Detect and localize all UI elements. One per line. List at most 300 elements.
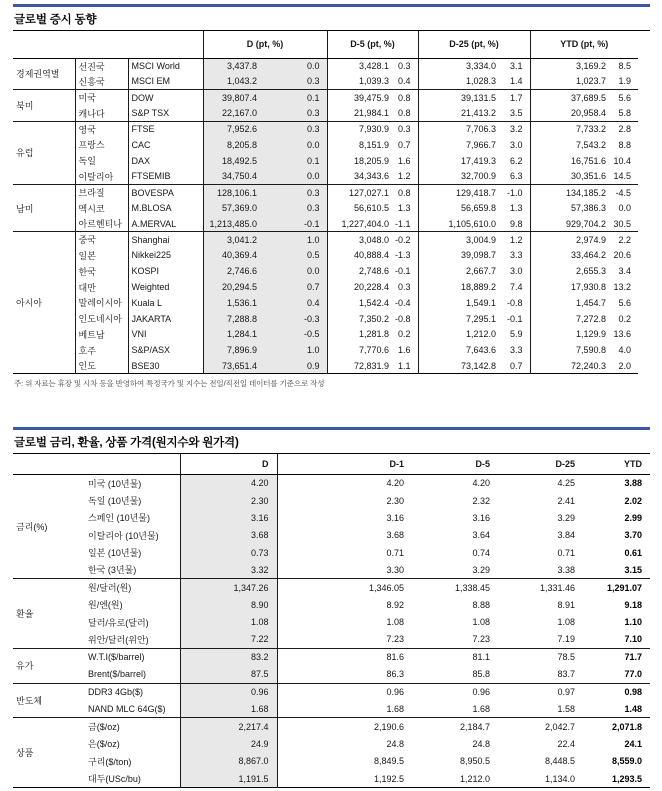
value-cell: 30.5 [613,218,632,229]
value-cell: 8,448.5 [544,756,575,767]
market-region-group [13,58,638,90]
value-cell: 8,151.9 [359,139,390,150]
value-cell: 9.8 [497,216,530,232]
value-cell: 3.3 [497,248,530,264]
value-cell: 1,281.8 [359,329,390,340]
item-label-cell: 일본 (10년물) [88,548,142,559]
country-label-cell: 한국 [75,263,128,279]
item-label-cell: 이탈리아 (10년물) [88,530,159,541]
value-cell: 0.3 [258,74,327,90]
col-header-ytd: YTD [583,454,650,474]
value-cell: -4.5 [615,187,632,198]
value-cell: 20,228.4 [353,282,390,293]
index-name-cell: VNI [128,327,203,343]
value-cell: 7,295.1 [466,313,497,324]
region-label-cell: 경제권역별 [13,58,75,90]
value-cell: 1,043.2 [203,74,258,90]
value-cell: 1,039.3 [359,76,390,87]
value-cell: -1.0 [497,184,530,200]
value-cell: 81.1 [472,652,490,663]
value-cell: 24.1 [624,738,642,749]
category-label-cell: 금리(%) [16,522,48,533]
value-cell: 1,028.3 [466,76,497,87]
index-name-cell: BOVESPA [128,184,203,200]
value-cell: 2.30 [180,492,277,509]
value-cell: 7,896.9 [203,342,258,358]
value-cell: 1.0 [258,232,327,248]
value-cell: -0.1 [497,311,530,327]
value-cell: 18,889.2 [460,282,497,293]
value-cell: -0.8 [390,311,418,327]
item-label-cell: 위안/달러(위안) [88,634,149,645]
value-cell: 1.3 [497,200,530,216]
value-cell: 3.30 [386,564,404,575]
value-cell: 1,346.05 [368,582,404,593]
index-name-cell: Kuala L [128,295,203,311]
value-cell: 0.0 [618,203,632,214]
market-table [13,31,638,374]
value-cell: 57,369.0 [203,200,258,216]
value-cell: 13.6 [613,329,632,340]
value-cell: 0.0 [258,137,327,153]
market-row [13,200,638,216]
macro-row [13,701,650,718]
value-cell: 37,689.5 [570,92,607,103]
macro-row [13,631,650,648]
market-row [13,295,638,311]
value-cell: -1.3 [390,248,418,264]
value-cell: 134,185.2 [565,187,607,198]
value-cell: 0.96 [472,687,490,698]
market-table-head [13,31,638,58]
value-cell: 1,023.7 [576,76,607,87]
item-label-cell: 구리($/ton) [88,756,132,767]
value-cell: 16,751.6 [570,155,607,166]
value-cell: 127,027.1 [348,187,390,198]
value-cell: 3.16 [180,509,277,526]
value-cell: 1.68 [472,703,490,714]
value-cell: 1.1 [390,358,418,374]
value-cell: 8,867.0 [180,753,277,770]
value-cell: 20,958.4 [570,108,607,119]
country-label-cell: 일본 [75,248,128,264]
macro-row [13,596,650,613]
value-cell: 0.3 [258,184,327,200]
value-cell: 77.0 [624,669,642,680]
index-name-cell: Shanghai [128,232,203,248]
value-cell: 3.70 [624,530,642,541]
value-cell: 7,590.8 [576,345,607,356]
value-cell: 10.4 [613,155,632,166]
col-header-d5: D-5 [412,454,498,474]
value-cell: 0.7 [258,279,327,295]
value-cell: 32,700.9 [460,171,497,182]
value-cell: 1.48 [624,703,642,714]
country-label-cell: 호주 [75,342,128,358]
value-cell: 8.92 [386,599,404,610]
value-cell: 0.5 [258,248,327,264]
value-cell: 3.16 [386,512,404,523]
value-cell: 3.38 [557,564,575,575]
macro-row [13,735,650,752]
index-name-cell: MSCI World [128,58,203,74]
market-row [13,121,638,137]
value-cell: 2.41 [557,495,575,506]
item-label-cell: 은($/oz) [88,739,120,750]
item-label-cell: 한국 (3년물) [88,565,137,576]
region-label-cell: 유럽 [13,121,75,184]
country-label-cell: 멕시코 [75,200,128,216]
value-cell: 7,966.7 [466,139,497,150]
col-header-d25: D-25 (pt, %) [418,31,530,58]
value-cell: 1.2 [497,232,530,248]
country-label-cell: 아르헨티나 [75,216,128,232]
value-cell: 1.10 [624,617,642,628]
value-cell: 0.97 [557,687,575,698]
value-cell: 3.0 [497,137,530,153]
empty-header-cell [13,31,203,58]
macro-section [13,427,650,788]
value-cell: 3.64 [472,530,490,541]
market-section-title: 글로벌 증시 동향 [13,7,650,31]
value-cell: 0.0 [258,58,327,74]
macro-header-row [13,454,650,474]
col-header-ytd: YTD (pt, %) [530,31,638,58]
footnote: 주: 위 자료는 휴장 및 시차 등을 반영하여 특정국가 및 지수는 전일/직전일 데이터를 기준으로 작성 [14,379,325,389]
value-cell: 78.5 [557,652,575,663]
value-cell: 1,191.5 [180,770,277,787]
value-cell: 6.3 [497,169,530,185]
value-cell: 2,748.6 [359,266,390,277]
index-name-cell: Weighted [128,279,203,295]
value-cell: 2,974.9 [576,234,607,245]
value-cell: 2.30 [386,495,404,506]
value-cell: 1,331.46 [539,582,575,593]
empty-header-cell [85,454,180,474]
market-row [13,153,638,169]
market-row [13,184,638,200]
macro-row [13,718,650,735]
value-cell: 1,192.5 [373,773,404,784]
value-cell: 87.5 [180,666,277,683]
value-cell: 3.29 [557,512,575,523]
market-row [13,216,638,232]
value-cell: 1.6 [390,342,418,358]
macro-row [13,544,650,561]
value-cell: 0.4 [390,74,418,90]
value-cell: 1.6 [390,153,418,169]
index-name-cell: A.MERVAL [128,216,203,232]
macro-row [13,492,650,509]
country-label-cell: 선진국 [75,58,128,74]
item-label-cell: 독일 (10년물) [88,496,142,507]
value-cell: 3.88 [624,478,642,489]
value-cell: 129,418.7 [455,187,497,198]
index-name-cell: M.BLOSA [128,200,203,216]
macro-row [13,509,650,526]
value-cell: -0.1 [258,216,327,232]
index-name-cell: MSCI EM [128,74,203,90]
value-cell: 1.3 [390,200,418,216]
macro-section-title: 글로벌 금리, 환율, 상품 가격(원지수와 원가격) [13,430,650,454]
item-label-cell: NAND MLC 64G($) [88,703,166,714]
macro-row [13,770,650,787]
value-cell: -0.1 [390,263,418,279]
value-cell: 2,746.6 [203,263,258,279]
item-label-cell: 달러/유로(달러) [88,617,149,628]
index-name-cell: S&P/ASX [128,342,203,358]
value-cell: 85.8 [472,669,490,680]
col-header-d1: D-1 [277,454,412,474]
col-header-d5: D-5 (pt, %) [327,31,418,58]
value-cell: 2.8 [618,124,632,135]
value-cell: 7.23 [386,634,404,645]
value-cell: 39,131.5 [460,92,497,103]
country-label-cell: 영국 [75,121,128,137]
market-row [13,358,638,374]
col-header-d: D (pt, %) [203,31,327,58]
value-cell: 2.0 [618,360,632,371]
region-label-cell: 아시아 [13,232,75,374]
market-row [13,169,638,185]
empty-header-cell [13,454,85,474]
value-cell: 7,643.6 [466,345,497,356]
value-cell: 0.96 [386,687,404,698]
value-cell: 0.71 [386,547,404,558]
value-cell: 3.4 [618,266,632,277]
value-cell: 1,338.45 [454,582,490,593]
value-cell: 4.0 [618,345,632,356]
value-cell: 3,334.0 [466,61,497,72]
value-cell: 8,849.5 [373,756,404,767]
value-cell: 0.0 [258,263,327,279]
value-cell: 3.1 [497,58,530,74]
value-cell: 0.3 [390,121,418,137]
market-row [13,248,638,264]
value-cell: 39,475.9 [353,92,390,103]
value-cell: 3.68 [180,527,277,544]
value-cell: 1.68 [386,703,404,714]
region-label-cell: 북미 [13,90,75,122]
market-header-row [13,31,638,58]
value-cell: 3.84 [557,530,575,541]
category-label-cell: 반도체 [16,696,43,707]
value-cell: -0.3 [258,311,327,327]
value-cell: 1,454.7 [576,297,607,308]
index-name-cell: JAKARTA [128,311,203,327]
value-cell: 1.9 [618,76,632,87]
value-cell: 1,291.07 [606,582,642,593]
value-cell: 1,542.4 [359,297,390,308]
value-cell: 7,543.2 [576,139,607,150]
value-cell: 4.20 [386,478,404,489]
market-row [13,311,638,327]
value-cell: 0.71 [557,547,575,558]
value-cell: 929,704.2 [565,218,607,229]
value-cell: 3.5 [497,105,530,121]
value-cell: 1,134.0 [544,773,575,784]
value-cell: 18,205.9 [353,155,390,166]
value-cell: 2,655.3 [576,266,607,277]
value-cell: 34,750.4 [203,169,258,185]
value-cell: 3.3 [497,342,530,358]
market-row [13,137,638,153]
item-label-cell: 원/달러(원) [88,583,132,594]
value-cell: 5.6 [618,92,632,103]
value-cell: -0.2 [390,232,418,248]
value-cell: 0.4 [258,295,327,311]
index-name-cell: BSE30 [128,358,203,374]
index-name-cell: FTSEMIB [128,169,203,185]
item-label-cell: 스페인 (10년물) [88,513,150,524]
value-cell: 3,041.2 [203,232,258,248]
value-cell: 2,217.4 [180,718,277,735]
market-row [13,74,638,90]
country-label-cell: 미국 [75,90,128,106]
value-cell: 1,212.0 [466,329,497,340]
country-label-cell: 신흥국 [75,74,128,90]
market-region-group [13,121,638,184]
macro-row [13,614,650,631]
value-cell: 0.96 [180,683,277,700]
value-cell: 1,227,404.0 [341,218,390,229]
value-cell: 1.68 [180,701,277,718]
value-cell: 1.08 [557,617,575,628]
country-label-cell: 중국 [75,232,128,248]
value-cell: 39,098.7 [460,250,497,261]
country-label-cell: 대만 [75,279,128,295]
macro-row [13,527,650,544]
value-cell: 8.91 [557,599,575,610]
value-cell: 8.8 [618,139,632,150]
macro-row [13,666,650,683]
value-cell: 0.8 [390,90,418,106]
value-cell: 1,105,610.0 [448,218,497,229]
value-cell: 0.61 [624,547,642,558]
value-cell: -0.4 [390,295,418,311]
value-cell: 34,343.6 [353,171,390,182]
value-cell: 24.9 [180,735,277,752]
value-cell: 4.20 [180,474,277,491]
macro-row [13,561,650,578]
value-cell: 3,437.8 [203,58,258,74]
value-cell: 72,240.3 [570,360,607,371]
macro-row [13,579,650,596]
value-cell: 128,106.1 [203,184,258,200]
macro-row [13,474,650,491]
value-cell: 0.7 [497,358,530,374]
value-cell: 7,733.2 [576,124,607,135]
value-cell: 83.7 [557,669,575,680]
value-cell: 56,610.5 [353,203,390,214]
value-cell: 14.5 [613,171,632,182]
country-label-cell: 인도네시아 [75,311,128,327]
value-cell: 3,048.0 [359,234,390,245]
value-cell: 30,351.6 [570,171,607,182]
country-label-cell: 프랑스 [75,137,128,153]
value-cell: 0.2 [618,313,632,324]
value-cell: 8.88 [472,599,490,610]
country-label-cell: 말레이시아 [75,295,128,311]
market-region-group [13,90,638,122]
value-cell: 22.4 [557,738,575,749]
value-cell: 7,952.6 [203,121,258,137]
macro-row [13,648,650,665]
market-row [13,279,638,295]
value-cell: 83.2 [180,648,277,665]
value-cell: 0.9 [258,358,327,374]
value-cell: 71.7 [624,652,642,663]
value-cell: 1.2 [390,169,418,185]
value-cell: 21,984.1 [353,108,390,119]
value-cell: 1.0 [258,342,327,358]
item-label-cell: 대두(USc/bu) [88,774,141,785]
value-cell: 0.1 [258,153,327,169]
market-row [13,342,638,358]
item-label-cell: W.T.I($/barrel) [88,652,145,663]
index-name-cell: Nikkei225 [128,248,203,264]
value-cell: 3.32 [180,561,277,578]
value-cell: 1,213,485.0 [203,216,258,232]
region-label-cell: 남미 [13,184,75,231]
value-cell: 17,930.8 [570,282,607,293]
value-cell: 21,413.2 [460,108,497,119]
value-cell: 72,831.9 [353,360,390,371]
value-cell: 7,706.3 [466,124,497,135]
value-cell: 1.7 [497,90,530,106]
value-cell: 2.99 [624,512,642,523]
macro-category-group [13,683,650,718]
value-cell: 3.16 [472,512,490,523]
value-cell: 7,770.6 [359,345,390,356]
macro-table [13,454,650,788]
value-cell: 24.8 [386,738,404,749]
macro-row [13,753,650,770]
value-cell: 3.2 [497,121,530,137]
value-cell: 7.10 [624,634,642,645]
value-cell: 18,492.5 [203,153,258,169]
value-cell: 4.20 [472,478,490,489]
value-cell: 0.2 [390,327,418,343]
market-region-group [13,232,638,374]
country-label-cell: 브라질 [75,184,128,200]
category-label-cell: 유가 [16,661,34,672]
country-label-cell: 인도 [75,358,128,374]
value-cell: 8,950.5 [459,756,490,767]
market-section [13,4,650,389]
value-cell: 1.08 [386,617,404,628]
index-name-cell: DOW [128,90,203,106]
value-cell: 0.3 [390,279,418,295]
market-region-group [13,184,638,231]
value-cell: 3,004.9 [466,234,497,245]
value-cell: 8,559.0 [611,756,642,767]
value-cell: 40,369.4 [203,248,258,264]
value-cell: 0.74 [472,547,490,558]
value-cell: 7.22 [180,631,277,648]
col-header-d25: D-25 [498,454,583,474]
category-label-cell: 상품 [16,748,34,759]
index-name-cell: DAX [128,153,203,169]
value-cell: 0.3 [390,58,418,74]
value-cell: 1,284.1 [203,327,258,343]
item-label-cell: Brent($/barrel) [88,669,147,680]
value-cell: 2.32 [472,495,490,506]
value-cell: -0.5 [258,327,327,343]
value-cell: -1.1 [390,216,418,232]
value-cell: 3.15 [624,564,642,575]
value-cell: 56,659.8 [460,203,497,214]
